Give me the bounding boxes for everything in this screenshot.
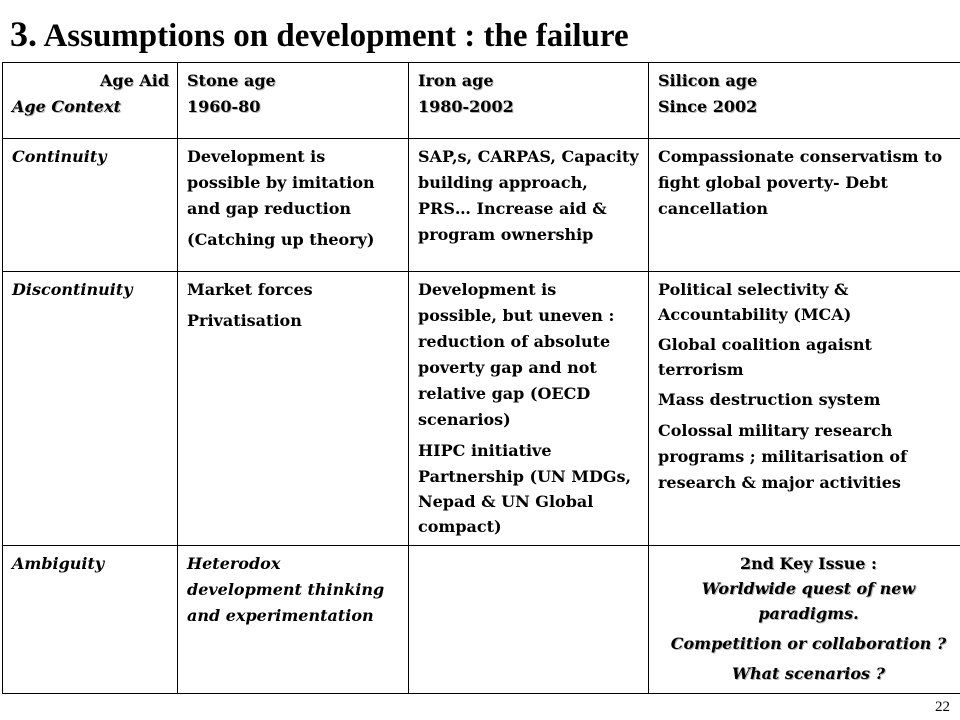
row-label-continuity: Continuity (3, 139, 178, 272)
corner-age-context: Age Context (12, 97, 121, 116)
silicon-age-period: Since 2002 (658, 97, 758, 116)
header-iron-age (409, 63, 649, 139)
discontinuity-silicon-cell (649, 272, 960, 546)
stone-age-period: 1960-80 (187, 97, 261, 116)
discontinuity-iron-cell (409, 272, 649, 546)
ambiguity-key-issue: 2nd Key Issue : (740, 554, 877, 573)
silicon-age-name: Silicon age (658, 71, 758, 90)
discontinuity-row (3, 272, 960, 546)
ambiguity-row (3, 546, 960, 694)
continuity-silicon-text: Compassionate conservatism to fight global poverty- Debt cancellation (658, 147, 943, 218)
continuity-stone-cell (178, 139, 409, 272)
row-label-ambiguity: Ambiguity (3, 546, 178, 694)
discontinuity-stone-cell (178, 272, 409, 546)
discontinuity-silicon-coalition: Global coalition agaisnt terrorism (658, 335, 872, 379)
continuity-stone-theory: (Catching up theory) (187, 230, 375, 249)
header-row (3, 63, 960, 139)
ambiguity-scenarios: What scenarios ? (732, 664, 885, 683)
row-label-discontinuity: Discontinuity (3, 272, 178, 546)
ambiguity-stone-text: Heterodox development thinking and experimentation (187, 554, 385, 625)
discontinuity-iron-hipc: HIPC initiative (418, 441, 552, 460)
assumptions-table (2, 62, 960, 694)
continuity-iron-cell (409, 139, 649, 272)
continuity-iron-text: SAP,s, CARPAS, Capacity building approach, PRS… Increase aid & program ownership (418, 147, 639, 244)
stone-age-name: Stone age (187, 71, 276, 90)
discontinuity-silicon-military: Colossal military research programs ; militarisation of research & major activities (658, 421, 907, 492)
corner-cell (3, 63, 178, 139)
ambiguity-silicon-cell (649, 546, 960, 694)
title-number: 3. (10, 14, 37, 54)
discontinuity-iron-partnership: Partnership (UN MDGs, Nepad & UN Global compact) (418, 467, 632, 536)
corner-age-aid: Age Aid (99, 71, 169, 90)
ambiguity-competition: Competition or collaboration ? (670, 634, 947, 653)
ambiguity-quest: Worldwide quest of new paradigms. (701, 579, 916, 623)
title-text: Assumptions on development : the failure (43, 18, 629, 54)
page-number: 22 (935, 699, 950, 715)
continuity-silicon-cell (649, 139, 960, 272)
header-silicon-age (649, 63, 960, 139)
discontinuity-stone-market: Market forces (187, 280, 313, 299)
slide-title (10, 14, 629, 56)
discontinuity-stone-privatisation: Privatisation (187, 311, 302, 330)
discontinuity-silicon-selectivity: Political selectivity & Accountability (MCA) (658, 280, 852, 324)
iron-age-period: 1980-2002 (418, 97, 514, 116)
discontinuity-iron-text: Development is possible, but uneven : reduction of absolute poverty gap and not relative gap (OECD scenarios) (418, 280, 615, 429)
iron-age-name: Iron age (418, 71, 494, 90)
discontinuity-silicon-mass-destruction: Mass destruction system (658, 390, 881, 409)
continuity-row (3, 139, 960, 272)
continuity-stone-text: Development is possible by imitation and gap reduction (187, 147, 375, 218)
ambiguity-iron-cell (409, 546, 649, 694)
ambiguity-stone-cell (178, 546, 409, 694)
header-stone-age (178, 63, 409, 139)
